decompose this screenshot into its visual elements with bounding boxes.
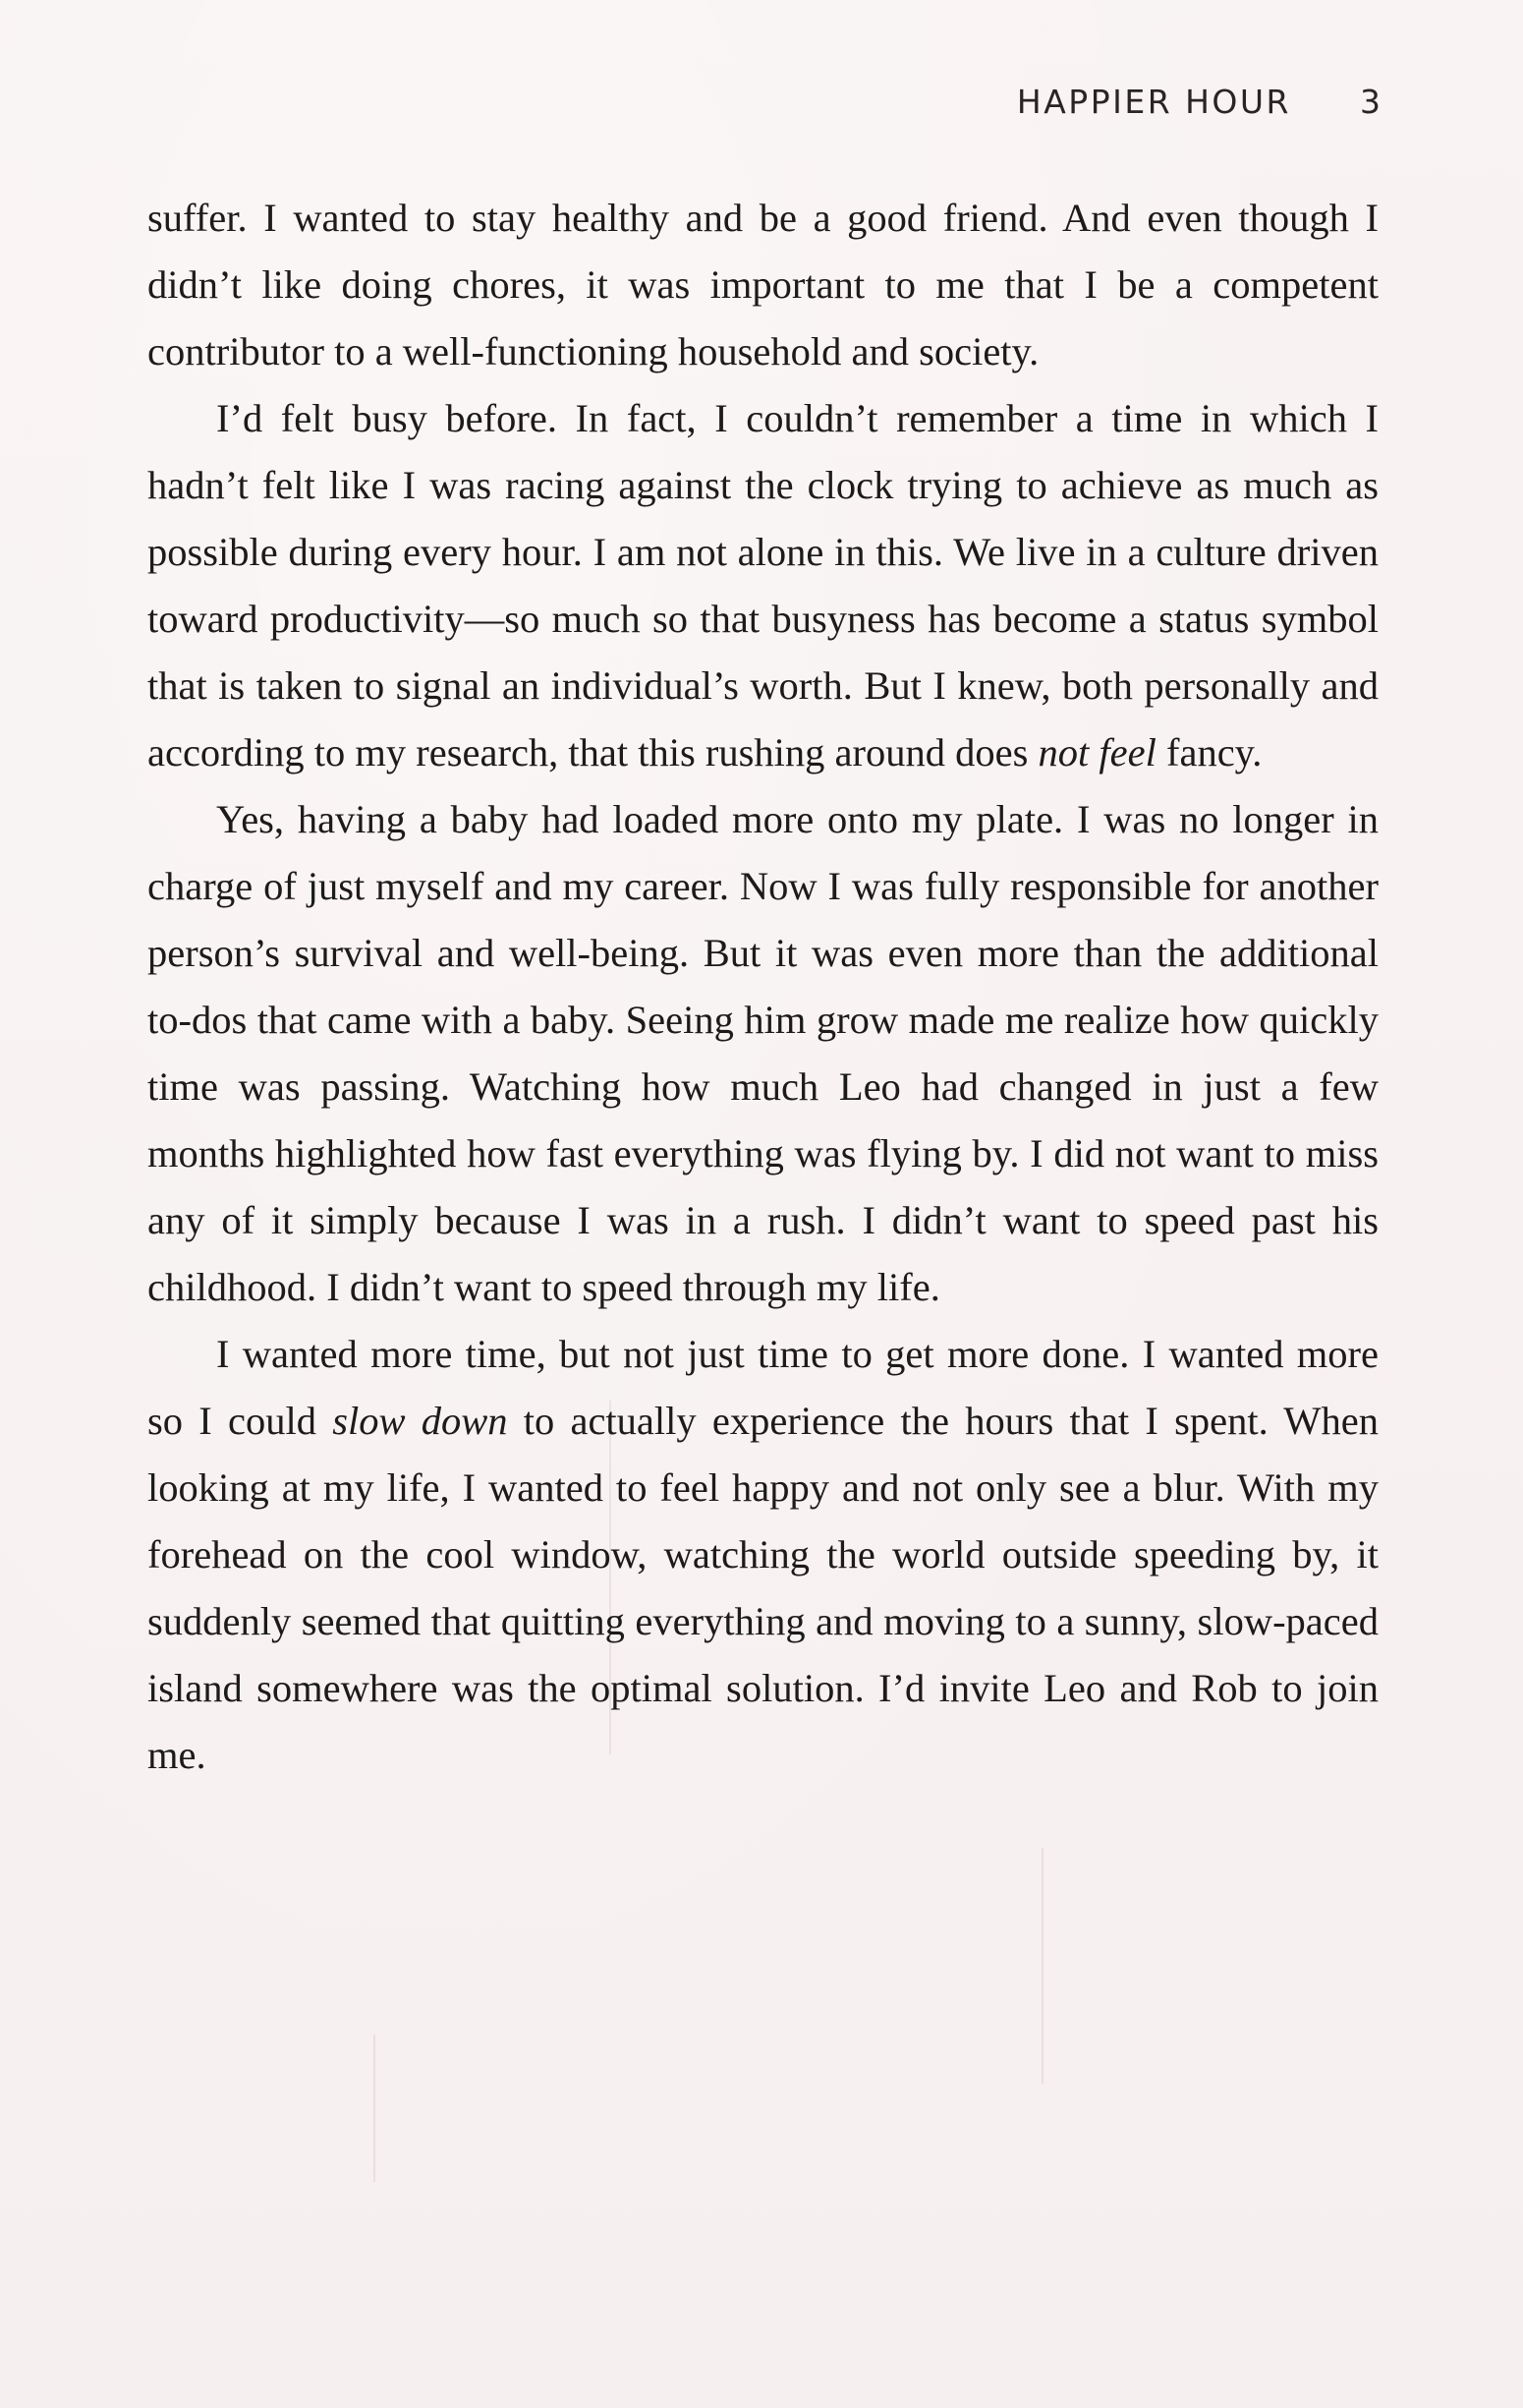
body-text [147,185,1379,1789]
running-head [1017,83,1381,121]
page-number: 3 [1360,83,1381,121]
paragraph [147,185,1379,385]
paragraph-text: I’d felt busy before. In fact, I couldn’t remember a time in which I hadn’t felt like I was racing against the clock trying to achieve as much as possible during every hour. I am not alone in this. We live in a culture driven toward productivity—so much so that busyness has become a status symbol that is taken to signal an individual’s worth. But I knew, both personally and according to my research, that this rushing around does [147,396,1379,774]
paragraph-text: suffer. I wanted to stay healthy and be a good friend. And even though I didn’t like doing chores, it was important to me that I be a competent contributor to a well-functioning household and society. [147,196,1379,373]
show-through-line [1042,1848,1044,2084]
emphasis-text: not feel [1038,730,1156,774]
emphasis-text: slow down [332,1399,508,1443]
paragraph [147,786,1379,1321]
running-title: HAPPIER HOUR [1016,83,1291,121]
paragraph-text: fancy. [1156,730,1263,774]
paragraph-text: Yes, having a baby had loaded more onto my plate. I was no longer in charge of just myself and my career. Now I was fully responsible for another person’s survival and well-being. But it was even more than the additional to-dos that came with a baby. Seeing him grow made me realize how quickly time was passing. Watching how much Leo had changed in just a few months highlighted how fast everything was flying by. I did not want to miss any of it simply because I was in a rush. I didn’t want to speed past his childhood. I didn’t want to speed through my life. [147,797,1379,1309]
paragraph [147,1321,1379,1789]
paragraph-text: to actually experience the hours that I spent. When looking at my life, I wanted to feel happy and not only see a blur. With my forehead on the cool window, watching the world outside speeding by, it suddenly seemed that quitting everything and moving to a sunny, slow-paced island somewhere was the optimal solution. I’d invite Leo and Rob to join me. [147,1399,1379,1777]
paragraph [147,385,1379,786]
show-through-line [373,2035,375,2182]
paragraph-text: I wanted more time, but not just time to get more done. I wanted more so I could [147,1332,1379,1443]
